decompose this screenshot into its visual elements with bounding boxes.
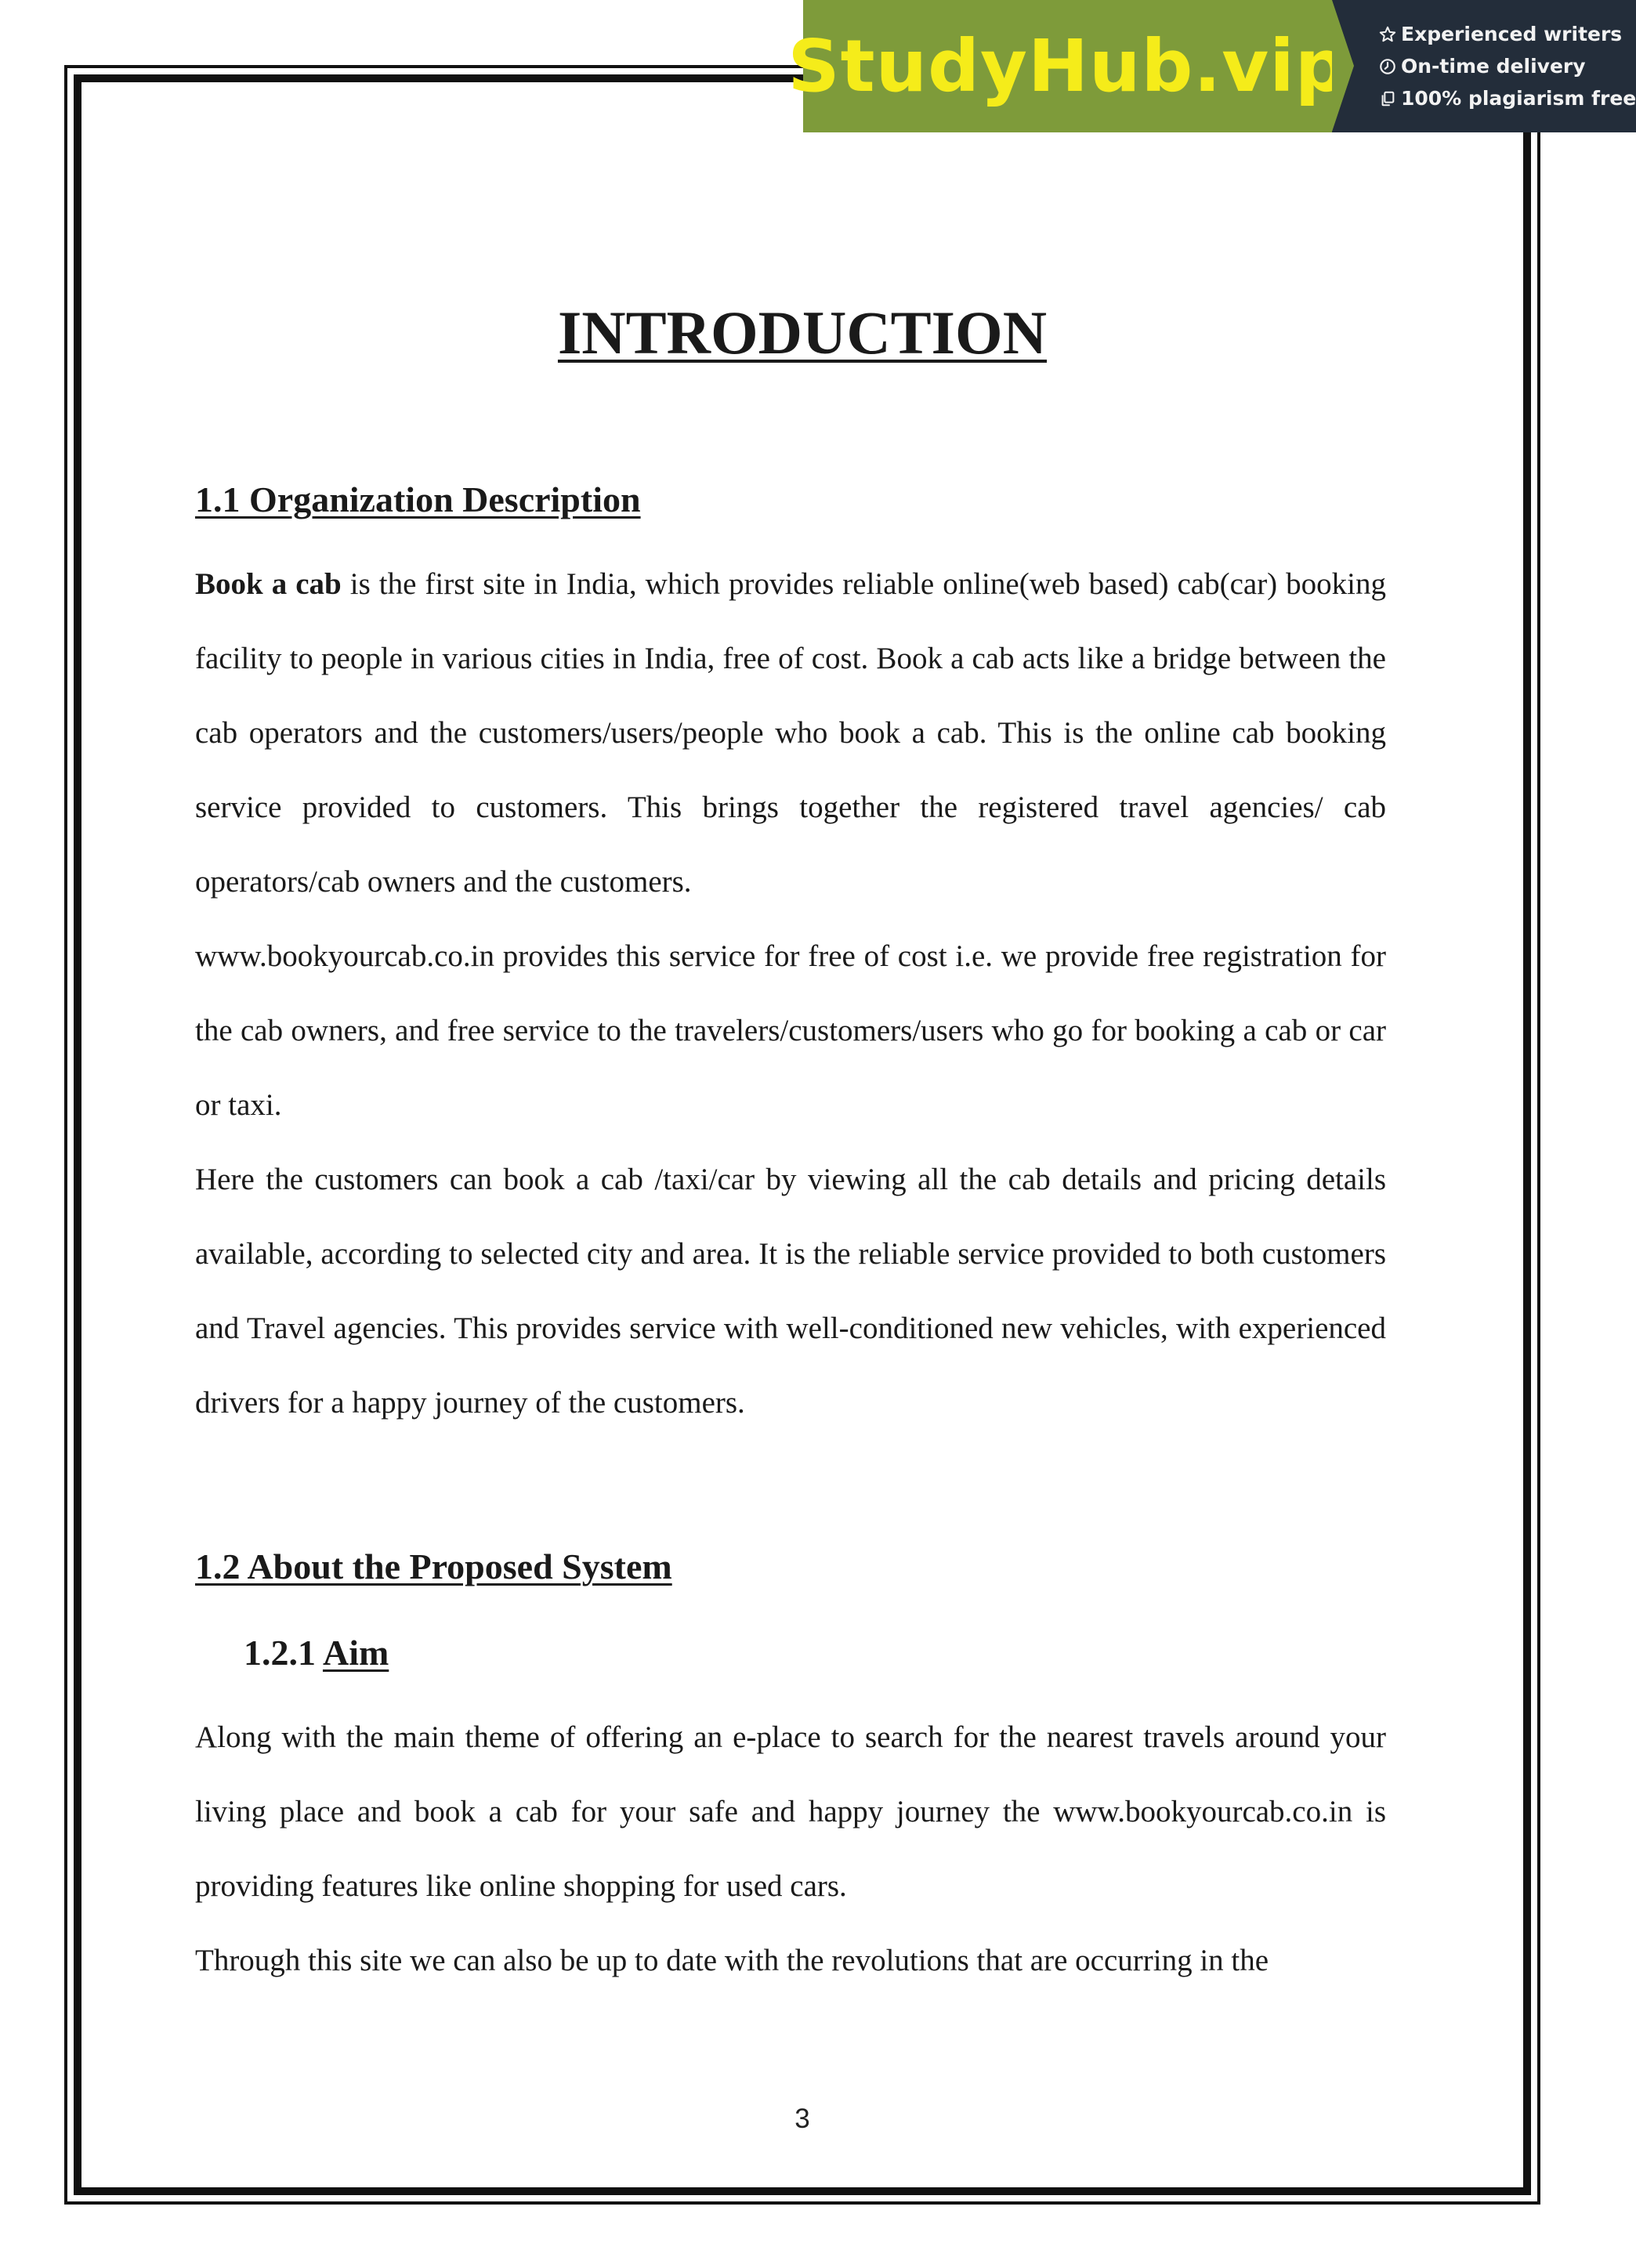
brand-logo-text[interactable]: StudyHub.vip [787,24,1348,108]
subsection-number: 1.2.1 [244,1633,323,1673]
clock-icon [1379,58,1396,75]
feature-label: On-time delivery [1401,55,1586,78]
feature-label: 100% plagiarism free [1401,87,1636,110]
banner-brand-panel[interactable] [787,0,1348,132]
star-outline-icon [1379,26,1396,43]
paragraph-customer-booking: Here the customers can book a cab /taxi/car by viewing all the cab details and pricing details available, according to selected city and area. It is the reliable service provided to both customers and Travel agencies. This provides service with well-conditioned new vehicles, with experienced drivers for a happy journey of the customers. [195,1163,1386,1420]
banner-features-panel [1332,0,1636,132]
bold-term-book-a-cab: Book a cab [195,567,342,601]
feature-experienced-writers [1379,18,1636,50]
copy-icon [1379,90,1396,107]
page-title: INTRODUCTION [557,298,1048,367]
paragraph-revolutions: Through this site we can also be up to date with the revolutions that are occurring in the [195,1944,1269,1977]
paragraph-organization-description [195,547,1386,919]
studyhub-banner[interactable] [787,0,1636,132]
feature-plagiarism-free [1379,82,1636,114]
feature-on-time-delivery [1379,50,1636,82]
feature-label: Experienced writers [1401,23,1623,45]
paragraph-text: is the first site in India, which provides reliable online(web based) cab(car) booking facility to people in various cities in India, free of cost. Book a cab acts like a bridge between the cab operators and the customers/users/people who book a cab. This is the online cab booking service provided to customers. This brings together the registered travel agencies/ cab operators/cab owners and the customers. [195,567,1387,899]
section-heading-1-1: 1.1 Organization Description [195,479,641,519]
paragraph-free-registration: www.bookyourcab.co.in provides this service for free of cost i.e. we provide free registration for the cab owners, and free service to the travelers/customers/users who go for booking a cab or car or taxi. [195,939,1386,1122]
section-heading-1-2: 1.2 About the Proposed System [195,1546,672,1586]
subsection-heading-1-2-1 [244,1630,389,1677]
subsection-title: Aim [322,1633,389,1673]
page-number: 3 [794,2103,810,2134]
paragraph-aim: Along with the main theme of offering an e-place to search for the nearest travels around your living place and book a cab for your safe and happy journey the www.bookyourcab.co.in is providing features like online shopping for used cars. [195,1720,1386,1903]
banner-arrow-shape [1332,0,1354,132]
